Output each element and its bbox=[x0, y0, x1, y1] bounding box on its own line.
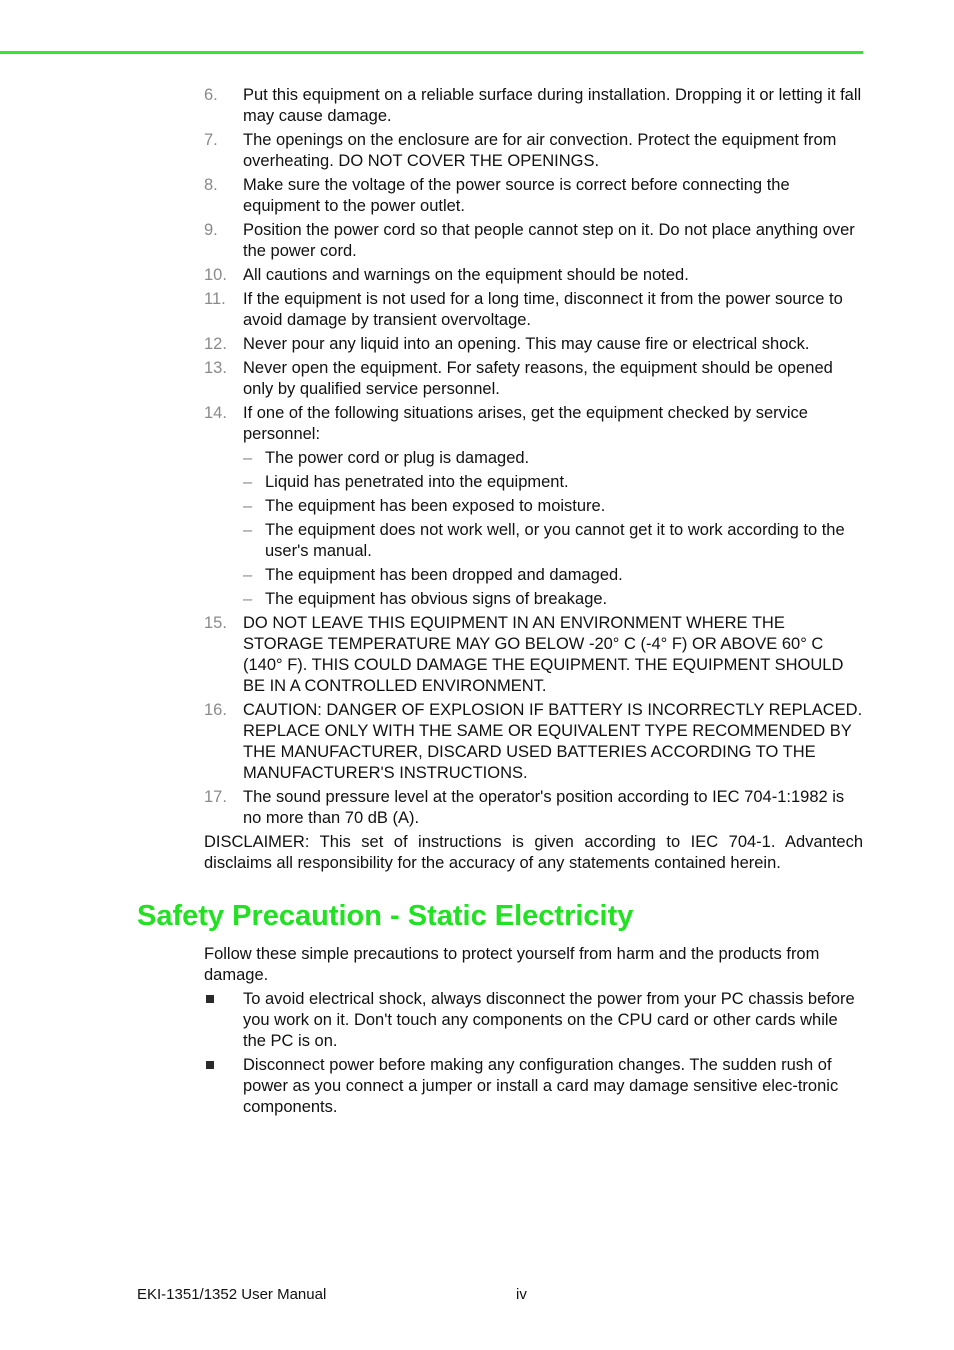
item-number: 7. bbox=[204, 131, 218, 149]
sub-item-text: The equipment does not work well, or you cannot get it to work according to the user's manual. bbox=[265, 521, 845, 560]
disclaimer-text: DISCLAIMER: This set of instructions is given according to IEC 704-1. Advantech disclaims all responsibility for the accuracy of any statements contained herein. bbox=[204, 833, 863, 872]
list-item-6 bbox=[204, 85, 863, 127]
item-text: Never open the equipment. For safety reasons, the equipment should be opened only by qualified service personnel. bbox=[243, 359, 833, 398]
sub-item bbox=[243, 589, 863, 610]
list-item-7 bbox=[204, 130, 863, 172]
sub-item-text: The equipment has been dropped and damaged. bbox=[265, 566, 623, 584]
item-text: Never pour any liquid into an opening. This may cause fire or electrical shock. bbox=[243, 335, 810, 353]
dash-marker: – bbox=[243, 449, 253, 467]
sub-item-text: Liquid has penetrated into the equipment. bbox=[265, 473, 569, 491]
item-text: CAUTION: DANGER OF EXPLOSION IF BATTERY IS INCORRECTLY REPLACED. REPLACE ONLY WITH THE SAME OR EQUIVALENT TYPE RECOMMENDED BY THE MANUFACTURER, DISCARD USED BATTERIES ACCORDING TO THE MANUFACTURER'S INSTRUCTIONS. bbox=[243, 701, 863, 782]
dash-marker: – bbox=[243, 473, 253, 491]
item-number: 17. bbox=[204, 788, 227, 806]
footer-page-number: iv bbox=[516, 1286, 527, 1303]
list-item-9 bbox=[204, 220, 863, 262]
item-text: Put this equipment on a reliable surface during installation. Dropping it or letting it fall may cause damage. bbox=[243, 86, 862, 125]
static-electricity-section bbox=[204, 944, 863, 1121]
numbered-list bbox=[204, 85, 863, 829]
item-text: If one of the following situations arises, get the equipment checked by service personnel: bbox=[243, 404, 808, 443]
item-number: 15. bbox=[204, 614, 227, 632]
item-number: 10. bbox=[204, 266, 227, 284]
item-number: 8. bbox=[204, 176, 218, 194]
footer-manual-title: EKI-1351/1352 User Manual bbox=[137, 1286, 327, 1303]
bullet-text: Disconnect power before making any configuration changes. The sudden rush of power as you connect a jumper or install a card may damage sensitive elec-tronic components. bbox=[243, 1056, 839, 1116]
item-text: The sound pressure level at the operator's position according to IEC 704-1:1982 is no more than 70 dB (A). bbox=[243, 788, 845, 827]
list-item-10 bbox=[204, 265, 863, 286]
list-item-14 bbox=[204, 403, 863, 610]
sub-item-text: The power cord or plug is damaged. bbox=[265, 449, 530, 467]
item-text: Position the power cord so that people cannot step on it. Do not place anything over the power cord. bbox=[243, 221, 855, 260]
square-bullet-icon bbox=[206, 995, 214, 1003]
sub-list bbox=[243, 448, 863, 610]
list-item-8 bbox=[204, 175, 863, 217]
sub-item bbox=[243, 565, 863, 586]
item-text: The openings on the enclosure are for air convection. Protect the equipment from overheating. DO NOT COVER THE OPENINGS. bbox=[243, 131, 837, 170]
list-item-15 bbox=[204, 613, 863, 697]
dash-marker: – bbox=[243, 521, 253, 539]
safety-instructions bbox=[204, 85, 863, 874]
sub-item bbox=[243, 448, 863, 469]
list-item-12 bbox=[204, 334, 863, 355]
list-item-11 bbox=[204, 289, 863, 331]
sub-item bbox=[243, 472, 863, 493]
bullet-text: To avoid electrical shock, always disconnect the power from your PC chassis before you work on it. Don't touch any components on the CPU card or other cards while the PC is on. bbox=[243, 990, 855, 1050]
sub-item-text: The equipment has been exposed to moisture. bbox=[265, 497, 606, 515]
item-text: All cautions and warnings on the equipment should be noted. bbox=[243, 266, 689, 284]
item-number: 6. bbox=[204, 86, 218, 104]
item-number: 11. bbox=[204, 290, 226, 308]
header-rule bbox=[0, 51, 863, 54]
section-heading: Safety Precaution - Static Electricity bbox=[137, 900, 634, 932]
sub-item bbox=[243, 520, 863, 562]
item-number: 16. bbox=[204, 701, 227, 719]
item-text: If the equipment is not used for a long time, disconnect it from the power source to avoid damage by transient overvoltage. bbox=[243, 290, 843, 329]
dash-marker: – bbox=[243, 497, 253, 515]
bullet-item bbox=[204, 1055, 863, 1118]
item-number: 13. bbox=[204, 359, 227, 377]
dash-marker: – bbox=[243, 566, 253, 584]
item-text: Make sure the voltage of the power source is correct before connecting the equipment to the power outlet. bbox=[243, 176, 790, 215]
section-intro: Follow these simple precautions to protect yourself from harm and the products from damage. bbox=[204, 945, 820, 984]
list-item-17 bbox=[204, 787, 863, 829]
item-text: DO NOT LEAVE THIS EQUIPMENT IN AN ENVIRONMENT WHERE THE STORAGE TEMPERATURE MAY GO BELOW -20° C (-4° F) OR ABOVE 60° C (140° F). THIS COULD DAMAGE THE EQUIPMENT. THE EQUIPMENT SHOULD BE IN A CONTROLLED ENVIRONMENT. bbox=[243, 614, 844, 695]
list-item-13 bbox=[204, 358, 863, 400]
sub-item-text: The equipment has obvious signs of breakage. bbox=[265, 590, 608, 608]
square-bullet-icon bbox=[206, 1061, 214, 1069]
dash-marker: – bbox=[243, 590, 253, 608]
item-number: 14. bbox=[204, 404, 227, 422]
item-number: 9. bbox=[204, 221, 218, 239]
list-item-16 bbox=[204, 700, 863, 784]
item-number: 12. bbox=[204, 335, 227, 353]
sub-item bbox=[243, 496, 863, 517]
bullet-item bbox=[204, 989, 863, 1052]
